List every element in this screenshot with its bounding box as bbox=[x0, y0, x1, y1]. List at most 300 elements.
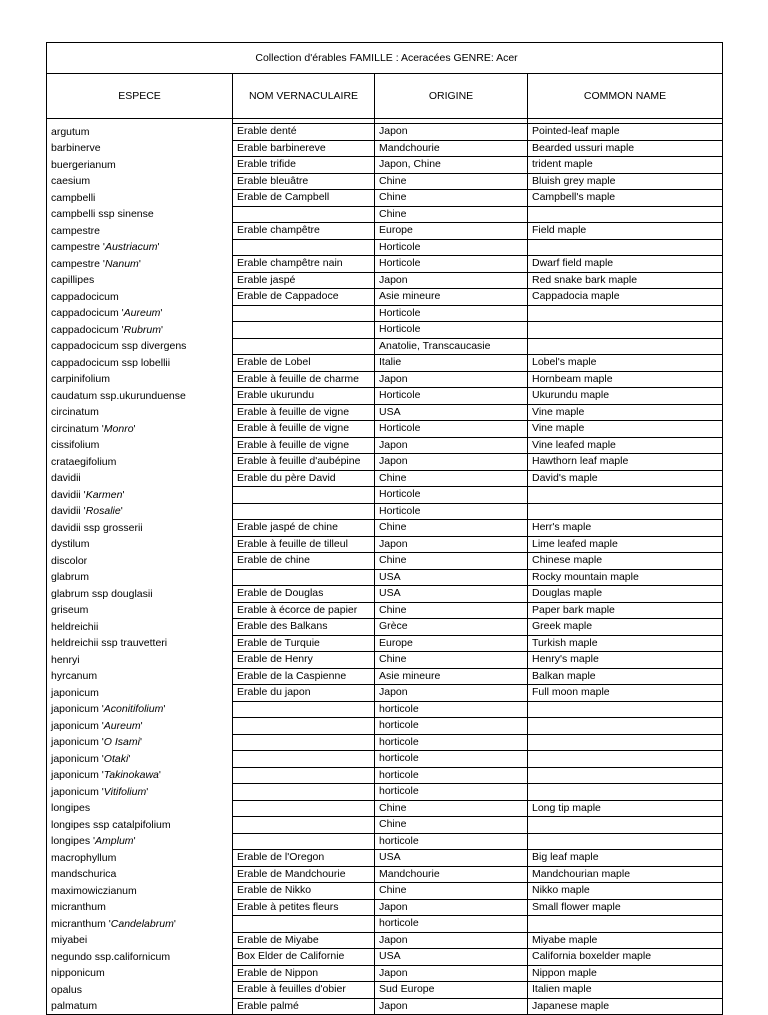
table-row bbox=[47, 701, 723, 718]
espece-text: longipes ' bbox=[51, 835, 96, 847]
table-row bbox=[47, 487, 723, 504]
cell-common-name: Paper bark maple bbox=[528, 602, 723, 619]
espece-text: longipes bbox=[51, 802, 91, 814]
cultivar-text: Rosalie bbox=[85, 505, 121, 517]
espece-text: palmatum bbox=[51, 999, 98, 1012]
table-row bbox=[47, 371, 723, 388]
cell-origine: Mandchourie bbox=[375, 866, 528, 883]
espece-text: henryi bbox=[51, 653, 80, 666]
cell-origine: USA bbox=[375, 586, 528, 603]
table-row bbox=[47, 800, 723, 817]
cultivar-text: Otaki bbox=[103, 752, 129, 765]
espece-text: opalus bbox=[51, 983, 82, 996]
table-row bbox=[47, 421, 723, 438]
cell-nom-vernaculaire: Erable de la Caspienne bbox=[233, 668, 375, 685]
cell-nom-vernaculaire: Erable de chine bbox=[233, 553, 375, 570]
espece-text: campbelli ssp sinense bbox=[51, 208, 154, 220]
cell-espece bbox=[47, 619, 233, 636]
table-row bbox=[47, 239, 723, 256]
cultivar-text: Amplum bbox=[95, 835, 134, 847]
espece-text: micranthum bbox=[51, 901, 106, 913]
cell-espece bbox=[47, 388, 233, 405]
table-row bbox=[47, 338, 723, 355]
cultivar-text: Karmen bbox=[85, 488, 123, 501]
cultivar-quote: ' bbox=[133, 422, 136, 435]
cell-common-name: Full moon maple bbox=[528, 685, 723, 702]
cell-espece bbox=[47, 404, 233, 421]
cell-origine: Italie bbox=[375, 355, 528, 372]
cell-espece bbox=[47, 371, 233, 388]
espece-text: crataegifolium bbox=[51, 455, 117, 468]
cultivar-quote: ' bbox=[146, 785, 149, 798]
cultivar-quote: ' bbox=[160, 307, 163, 319]
table-row bbox=[47, 355, 723, 372]
table-row bbox=[47, 767, 723, 784]
cell-origine: USA bbox=[375, 404, 528, 421]
cell-espece bbox=[47, 784, 233, 801]
cell-nom-vernaculaire: Erable denté bbox=[233, 124, 375, 141]
espece-text: carpinifolium bbox=[51, 373, 110, 385]
cell-common-name: Rocky mountain maple bbox=[528, 569, 723, 586]
cell-espece bbox=[47, 833, 233, 850]
cell-espece bbox=[47, 850, 233, 867]
cell-common-name: Lobel's maple bbox=[528, 355, 723, 372]
cell-espece bbox=[47, 817, 233, 834]
species-sheet bbox=[46, 42, 722, 1015]
cell-nom-vernaculaire: Erable à feuille de vigne bbox=[233, 404, 375, 421]
table-row bbox=[47, 140, 723, 157]
table-row bbox=[47, 454, 723, 471]
table-row bbox=[47, 520, 723, 537]
cell-common-name bbox=[528, 751, 723, 768]
cell-common-name: Chinese maple bbox=[528, 553, 723, 570]
cell-nom-vernaculaire bbox=[233, 767, 375, 784]
table-row bbox=[47, 866, 723, 883]
cultivar-text: Rubrum bbox=[123, 323, 161, 336]
cell-espece bbox=[47, 569, 233, 586]
cell-common-name: Cappadocia maple bbox=[528, 289, 723, 306]
cell-origine: Chine bbox=[375, 553, 528, 570]
espece-text: glabrum ssp douglasii bbox=[51, 587, 153, 600]
espece-text: davidii ssp grosserii bbox=[51, 521, 143, 534]
cultivar-quote: ' bbox=[157, 241, 160, 253]
cell-espece bbox=[47, 718, 233, 735]
cell-espece bbox=[47, 289, 233, 306]
cultivar-text: Austriacum bbox=[104, 241, 158, 253]
table-row bbox=[47, 322, 723, 339]
espece-text: campestre ' bbox=[51, 257, 105, 270]
cell-nom-vernaculaire: Erable à feuille d'aubépine bbox=[233, 454, 375, 471]
cell-espece bbox=[47, 668, 233, 685]
espece-text: davidii bbox=[51, 472, 81, 484]
espece-text: capillipes bbox=[51, 274, 95, 286]
cell-nom-vernaculaire: Erable à écorce de papier bbox=[233, 602, 375, 619]
cell-common-name bbox=[528, 767, 723, 784]
cell-origine: Asie mineure bbox=[375, 668, 528, 685]
espece-text: hyrcanum bbox=[51, 670, 98, 682]
table-row bbox=[47, 305, 723, 322]
cell-origine: Horticole bbox=[375, 239, 528, 256]
espece-text: miyabei bbox=[51, 934, 88, 946]
table-row bbox=[47, 470, 723, 487]
cell-common-name: Mandchourian maple bbox=[528, 866, 723, 883]
cell-espece bbox=[47, 652, 233, 669]
cell-origine: Japon bbox=[375, 437, 528, 454]
table-row bbox=[47, 536, 723, 553]
cell-espece bbox=[47, 256, 233, 273]
cell-nom-vernaculaire bbox=[233, 833, 375, 850]
cell-nom-vernaculaire: Erable du japon bbox=[233, 685, 375, 702]
espece-text: barbinerve bbox=[51, 142, 101, 154]
header-origine: ORIGINE bbox=[375, 74, 528, 119]
cell-common-name bbox=[528, 239, 723, 256]
cultivar-quote: ' bbox=[133, 835, 136, 847]
table-row bbox=[47, 586, 723, 603]
cell-nom-vernaculaire: Erable de Douglas bbox=[233, 586, 375, 603]
cell-origine: Japon bbox=[375, 454, 528, 471]
cell-origine: USA bbox=[375, 569, 528, 586]
espece-text: griseum bbox=[51, 604, 89, 616]
cultivar-text: O Isami bbox=[103, 736, 140, 748]
cell-espece bbox=[47, 470, 233, 487]
cell-espece bbox=[47, 982, 233, 999]
cell-common-name: Nikko maple bbox=[528, 883, 723, 900]
cell-espece bbox=[47, 866, 233, 883]
cell-common-name: Big leaf maple bbox=[528, 850, 723, 867]
cell-espece bbox=[47, 223, 233, 240]
cell-common-name: Pointed-leaf maple bbox=[528, 124, 723, 141]
espece-text: macrophyllum bbox=[51, 851, 117, 864]
cell-origine: Grèce bbox=[375, 619, 528, 636]
espece-text: japonicum ' bbox=[51, 719, 104, 732]
cultivar-text: Monro bbox=[103, 422, 134, 435]
espece-text: campbelli bbox=[51, 191, 96, 204]
cell-nom-vernaculaire bbox=[233, 817, 375, 834]
cultivar-quote: ' bbox=[140, 719, 143, 732]
cell-nom-vernaculaire bbox=[233, 503, 375, 520]
espece-text: cappadocicum ' bbox=[51, 323, 124, 336]
cell-common-name: Herr's maple bbox=[528, 520, 723, 537]
cell-common-name: Balkan maple bbox=[528, 668, 723, 685]
cell-common-name bbox=[528, 833, 723, 850]
cell-espece bbox=[47, 536, 233, 553]
cell-espece bbox=[47, 883, 233, 900]
cell-origine: Japon bbox=[375, 371, 528, 388]
cell-origine: Japon bbox=[375, 536, 528, 553]
cell-origine: horticole bbox=[375, 833, 528, 850]
cultivar-quote: ' bbox=[139, 736, 142, 748]
table-row bbox=[47, 883, 723, 900]
espece-text: circinatum ' bbox=[51, 422, 104, 435]
table-row bbox=[47, 916, 723, 933]
cultivar-text: Candelabrum bbox=[110, 917, 174, 930]
cell-espece bbox=[47, 586, 233, 603]
cell-espece bbox=[47, 998, 233, 1015]
cell-espece bbox=[47, 503, 233, 520]
cell-espece bbox=[47, 751, 233, 768]
cell-origine: USA bbox=[375, 949, 528, 966]
cell-origine: horticole bbox=[375, 701, 528, 718]
cell-nom-vernaculaire: Erable barbinereve bbox=[233, 140, 375, 157]
espece-text: dystilum bbox=[51, 538, 90, 550]
cell-espece bbox=[47, 437, 233, 454]
cell-common-name: Dwarf field maple bbox=[528, 256, 723, 273]
header-espece: ESPECE bbox=[47, 74, 233, 119]
cell-nom-vernaculaire bbox=[233, 322, 375, 339]
cell-origine: horticole bbox=[375, 916, 528, 933]
cell-common-name: Vine maple bbox=[528, 404, 723, 421]
cell-common-name: Hornbeam maple bbox=[528, 371, 723, 388]
cell-espece bbox=[47, 553, 233, 570]
cell-nom-vernaculaire: Erable du père David bbox=[233, 470, 375, 487]
cell-nom-vernaculaire: Erable de Miyabe bbox=[233, 932, 375, 949]
cell-common-name bbox=[528, 487, 723, 504]
species-table bbox=[46, 42, 723, 1015]
espece-text: japonicum bbox=[51, 686, 99, 699]
table-row bbox=[47, 388, 723, 405]
cell-nom-vernaculaire: Erable de l'Oregon bbox=[233, 850, 375, 867]
espece-text: davidii ' bbox=[51, 488, 86, 501]
table-row bbox=[47, 718, 723, 735]
cell-common-name bbox=[528, 206, 723, 223]
cell-origine: Japon bbox=[375, 998, 528, 1015]
cell-common-name: California boxelder maple bbox=[528, 949, 723, 966]
cell-nom-vernaculaire: Erable bleuâtre bbox=[233, 173, 375, 190]
cell-common-name bbox=[528, 503, 723, 520]
cell-nom-vernaculaire: Erable ukurundu bbox=[233, 388, 375, 405]
cell-origine: Japon bbox=[375, 932, 528, 949]
cell-origine: Horticole bbox=[375, 305, 528, 322]
cell-origine: Japon bbox=[375, 685, 528, 702]
cell-common-name bbox=[528, 701, 723, 718]
cell-espece bbox=[47, 206, 233, 223]
cell-common-name: Long tip maple bbox=[528, 800, 723, 817]
cell-origine: horticole bbox=[375, 734, 528, 751]
cell-espece bbox=[47, 520, 233, 537]
table-row bbox=[47, 932, 723, 949]
cell-origine: Japon bbox=[375, 899, 528, 916]
espece-text: japonicum ' bbox=[51, 752, 104, 765]
cultivar-quote: ' bbox=[128, 752, 131, 765]
cell-common-name: trident maple bbox=[528, 157, 723, 174]
cell-common-name: Small flower maple bbox=[528, 899, 723, 916]
cell-espece bbox=[47, 965, 233, 982]
cell-espece bbox=[47, 635, 233, 652]
espece-text: japonicum ' bbox=[51, 785, 104, 798]
cell-nom-vernaculaire: Erable de Nippon bbox=[233, 965, 375, 982]
cultivar-text: Vitifolium bbox=[103, 785, 147, 798]
cell-common-name: David's maple bbox=[528, 470, 723, 487]
cell-nom-vernaculaire: Erable à feuille de tilleul bbox=[233, 536, 375, 553]
espece-text: japonicum ' bbox=[51, 769, 104, 781]
cell-origine: horticole bbox=[375, 767, 528, 784]
table-row bbox=[47, 949, 723, 966]
table-row bbox=[47, 982, 723, 999]
cell-espece bbox=[47, 190, 233, 207]
cell-espece bbox=[47, 949, 233, 966]
cell-origine: Japon, Chine bbox=[375, 157, 528, 174]
cell-nom-vernaculaire: Erable jaspé de chine bbox=[233, 520, 375, 537]
cell-origine: Europe bbox=[375, 223, 528, 240]
cell-espece bbox=[47, 734, 233, 751]
cultivar-quote: ' bbox=[138, 257, 141, 270]
espece-text: circinatum bbox=[51, 406, 99, 418]
cell-espece bbox=[47, 932, 233, 949]
cell-origine: Anatolie, Transcaucasie bbox=[375, 338, 528, 355]
espece-text: heldreichii bbox=[51, 620, 99, 633]
cell-nom-vernaculaire bbox=[233, 701, 375, 718]
cell-common-name bbox=[528, 718, 723, 735]
cell-nom-vernaculaire: Erable jaspé bbox=[233, 272, 375, 289]
cell-common-name: Italien maple bbox=[528, 982, 723, 999]
cell-espece bbox=[47, 685, 233, 702]
espece-text: campestre bbox=[51, 224, 101, 237]
cell-origine: horticole bbox=[375, 718, 528, 735]
cell-espece bbox=[47, 454, 233, 471]
cultivar-text: Aureum bbox=[103, 719, 141, 732]
cell-origine: Chine bbox=[375, 190, 528, 207]
cultivar-quote: ' bbox=[122, 488, 125, 501]
header-common-name: COMMON NAME bbox=[528, 74, 723, 119]
cell-origine: Europe bbox=[375, 635, 528, 652]
cell-nom-vernaculaire: Erable à feuille de charme bbox=[233, 371, 375, 388]
cell-nom-vernaculaire: Box Elder de Californie bbox=[233, 949, 375, 966]
cultivar-text: Aureum bbox=[123, 307, 161, 319]
cell-espece bbox=[47, 305, 233, 322]
cell-common-name bbox=[528, 322, 723, 339]
espece-text: mandschurica bbox=[51, 868, 117, 880]
table-row bbox=[47, 635, 723, 652]
cell-nom-vernaculaire: Erable de Turquie bbox=[233, 635, 375, 652]
table-row bbox=[47, 404, 723, 421]
cultivar-quote: ' bbox=[120, 505, 123, 517]
espece-text: cappadocicum bbox=[51, 290, 119, 303]
cell-espece bbox=[47, 239, 233, 256]
cell-nom-vernaculaire: Erable champêtre nain bbox=[233, 256, 375, 273]
cultivar-quote: ' bbox=[173, 917, 176, 930]
cell-espece bbox=[47, 355, 233, 372]
cell-nom-vernaculaire bbox=[233, 569, 375, 586]
cell-common-name: Lime leafed maple bbox=[528, 536, 723, 553]
cell-nom-vernaculaire bbox=[233, 239, 375, 256]
cell-nom-vernaculaire: Erable à feuille de vigne bbox=[233, 421, 375, 438]
espece-text: caudatum ssp.ukurunduense bbox=[51, 389, 186, 402]
cell-nom-vernaculaire bbox=[233, 718, 375, 735]
table-body bbox=[47, 119, 723, 1015]
cell-nom-vernaculaire bbox=[233, 800, 375, 817]
table-row bbox=[47, 685, 723, 702]
table-row bbox=[47, 899, 723, 916]
table-row bbox=[47, 503, 723, 520]
table-row bbox=[47, 965, 723, 982]
espece-text: longipes ssp catalpifolium bbox=[51, 818, 171, 831]
espece-text: cappadocicum ssp lobellii bbox=[51, 356, 171, 369]
cell-espece bbox=[47, 338, 233, 355]
cell-origine: Chine bbox=[375, 470, 528, 487]
espece-text: nipponicum bbox=[51, 967, 105, 979]
espece-text: buergerianum bbox=[51, 158, 116, 171]
cell-common-name bbox=[528, 784, 723, 801]
cell-origine: Horticole bbox=[375, 256, 528, 273]
cell-nom-vernaculaire: Erable de Mandchourie bbox=[233, 866, 375, 883]
cell-nom-vernaculaire: Erable de Campbell bbox=[233, 190, 375, 207]
cell-espece bbox=[47, 899, 233, 916]
cell-nom-vernaculaire: Erable à feuille de vigne bbox=[233, 437, 375, 454]
table-row bbox=[47, 223, 723, 240]
cell-common-name: Japanese maple bbox=[528, 998, 723, 1015]
cell-nom-vernaculaire bbox=[233, 916, 375, 933]
cultivar-text: Takinokawa bbox=[103, 769, 159, 781]
cell-origine: Chine bbox=[375, 206, 528, 223]
espece-text: negundo ssp.californicum bbox=[51, 950, 171, 963]
cell-espece bbox=[47, 124, 233, 141]
cell-origine: Horticole bbox=[375, 322, 528, 339]
cell-origine: Horticole bbox=[375, 388, 528, 405]
cell-espece bbox=[47, 272, 233, 289]
cell-nom-vernaculaire: Erable de Cappadoce bbox=[233, 289, 375, 306]
cell-common-name bbox=[528, 916, 723, 933]
cell-nom-vernaculaire: Erable des Balkans bbox=[233, 619, 375, 636]
cell-nom-vernaculaire: Erable à feuilles d'obier bbox=[233, 982, 375, 999]
table-row bbox=[47, 784, 723, 801]
cell-origine: Chine bbox=[375, 883, 528, 900]
cell-common-name: Red snake bark maple bbox=[528, 272, 723, 289]
table-row bbox=[47, 173, 723, 190]
cell-common-name bbox=[528, 817, 723, 834]
cell-common-name: Miyabe maple bbox=[528, 932, 723, 949]
cell-origine: Japon bbox=[375, 965, 528, 982]
cell-espece bbox=[47, 800, 233, 817]
cell-espece bbox=[47, 421, 233, 438]
cell-espece bbox=[47, 322, 233, 339]
cell-common-name: Douglas maple bbox=[528, 586, 723, 603]
cell-origine: USA bbox=[375, 850, 528, 867]
espece-text: heldreichii ssp trauvetteri bbox=[51, 637, 168, 649]
cell-common-name: Bearded ussuri maple bbox=[528, 140, 723, 157]
table-row bbox=[47, 569, 723, 586]
cell-nom-vernaculaire: Erable champêtre bbox=[233, 223, 375, 240]
cell-origine: horticole bbox=[375, 751, 528, 768]
table-row bbox=[47, 850, 723, 867]
cell-origine: Chine bbox=[375, 817, 528, 834]
cell-common-name: Vine leafed maple bbox=[528, 437, 723, 454]
table-row bbox=[47, 817, 723, 834]
cell-common-name: Turkish maple bbox=[528, 635, 723, 652]
espece-text: maximowiczianum bbox=[51, 884, 137, 897]
cell-espece bbox=[47, 916, 233, 933]
cell-common-name: Ukurundu maple bbox=[528, 388, 723, 405]
cell-nom-vernaculaire: Erable trifide bbox=[233, 157, 375, 174]
table-row bbox=[47, 157, 723, 174]
cell-nom-vernaculaire: Erable de Henry bbox=[233, 652, 375, 669]
espece-text: cappadocicum ' bbox=[51, 307, 124, 319]
cell-origine: horticole bbox=[375, 784, 528, 801]
cell-origine: Mandchourie bbox=[375, 140, 528, 157]
cell-origine: Horticole bbox=[375, 487, 528, 504]
cell-origine: Horticole bbox=[375, 421, 528, 438]
cell-common-name: Field maple bbox=[528, 223, 723, 240]
table-row bbox=[47, 751, 723, 768]
cell-common-name: Greek maple bbox=[528, 619, 723, 636]
espece-text: cissifolium bbox=[51, 439, 100, 451]
table-row bbox=[47, 602, 723, 619]
espece-text: japonicum ' bbox=[51, 703, 104, 715]
cell-espece bbox=[47, 487, 233, 504]
espece-text: argutum bbox=[51, 125, 90, 138]
table-row bbox=[47, 734, 723, 751]
table-row bbox=[47, 272, 723, 289]
espece-text: davidii ' bbox=[51, 505, 86, 517]
